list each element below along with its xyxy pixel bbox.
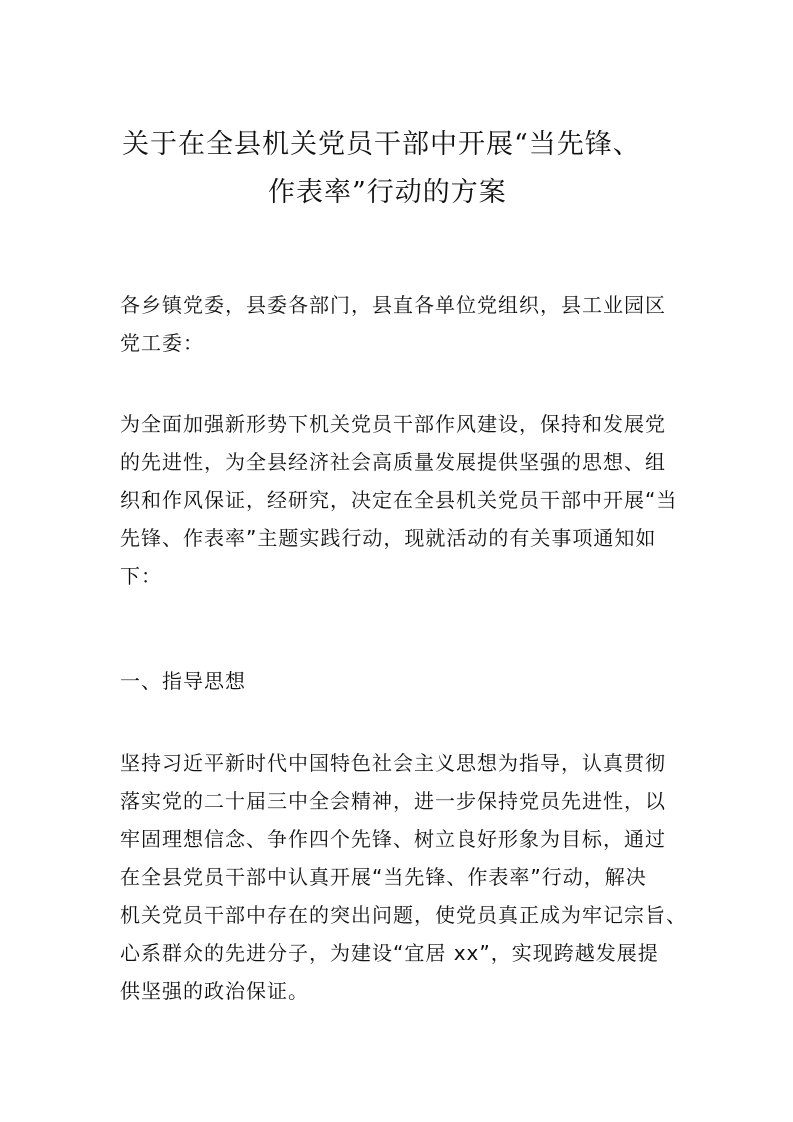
title-line: 关于在全县机关党员干部中开展“当先锋、 [122, 129, 641, 160]
intro-line: 为全面加强新形势下机关党员干部作风建设，保持和发展党 [120, 412, 666, 436]
intro-line: 下： [120, 564, 162, 588]
document-title [80, 121, 713, 217]
title-line: 作表率”行动的方案 [268, 177, 507, 208]
section-line: 牢固理想信念、争作四个先锋、树立良好形象为目标，通过 [120, 827, 666, 851]
section-line: 落实党的二十届三中全会精神，进一步保持党员先进性，以 [120, 789, 666, 813]
intro-line: 先锋、作表率”主题实践行动，现就活动的有关事项通知如 [120, 526, 657, 550]
intro-line: 的先进性，为全县经济社会高质量发展提供坚强的思想、组 [120, 450, 666, 474]
section-heading [120, 662, 680, 700]
salutation [120, 286, 680, 362]
salutation-line: 各乡镇党委，县委各部门，县直各单位党组织，县工业园区 [120, 293, 666, 317]
section-line: 机关党员干部中存在的突出问题，使党员真正成为牢记宗旨、 [120, 903, 687, 927]
intro-paragraph [120, 405, 680, 595]
section-line: 供坚强的政治保证。 [120, 979, 309, 1003]
section-paragraph [120, 744, 687, 1010]
salutation-line: 党工委： [120, 331, 204, 355]
section-line: 在全县党员干部中认真开展“当先锋、作表率”行动，解决 [120, 865, 647, 889]
section-line: 坚持习近平新时代中国特色社会主义思想为指导，认真贯彻 [120, 751, 666, 775]
section-heading-text: 一、指导思想 [120, 669, 246, 693]
section-line: 心系群众的先进分子，为建设“宜居 xx”，实现跨越发展提 [120, 941, 659, 965]
intro-line: 织和作风保证，经研究，决定在全县机关党员干部中开展“当 [120, 488, 678, 512]
